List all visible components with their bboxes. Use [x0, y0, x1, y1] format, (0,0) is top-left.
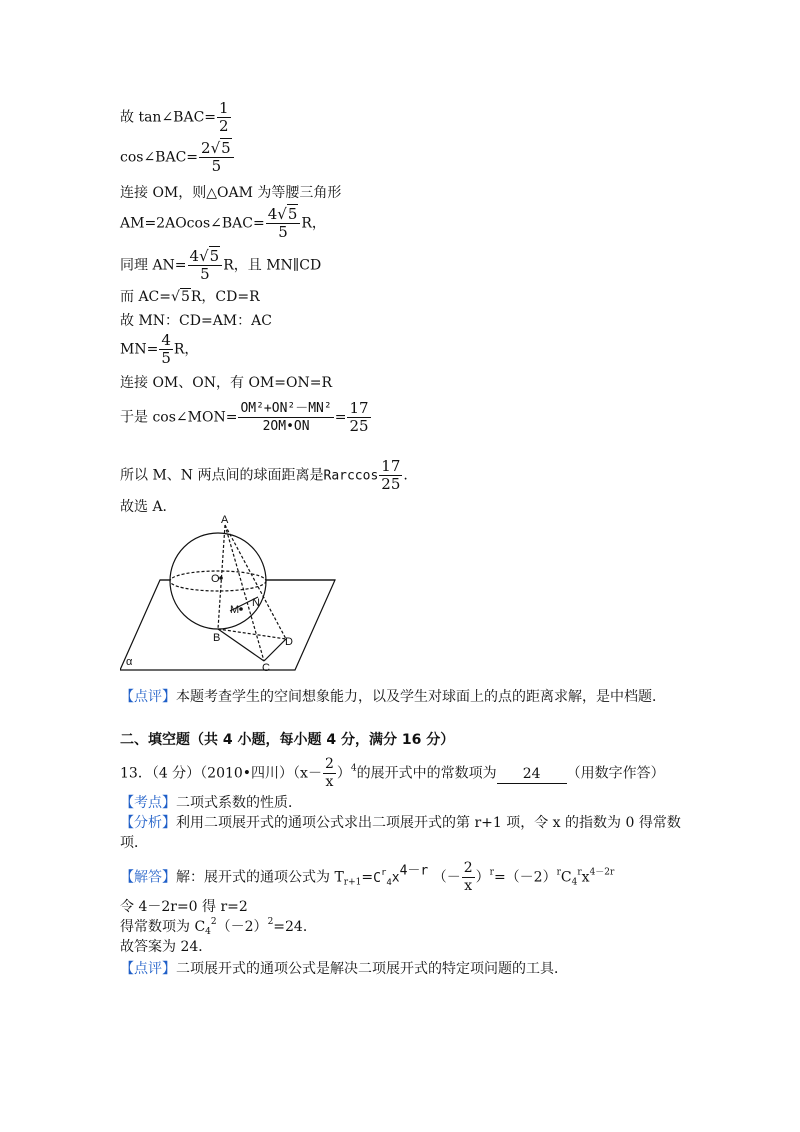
c: C — [373, 870, 381, 886]
frac-num: OM²+ON²－MN² — [240, 401, 332, 416]
text: 解：展开式的通项公式为 T — [176, 869, 344, 886]
segment-cd — [264, 639, 286, 661]
fraction — [217, 100, 231, 135]
line-connect-om: 连接 OM，则△OAM 为等腰三角形 — [120, 185, 342, 201]
frac-den: 5 — [200, 265, 210, 283]
comment-tag: 【点评】 — [120, 961, 176, 977]
text: =（－2） — [493, 869, 557, 886]
comment-1 — [120, 688, 666, 706]
line-choose-a: 故选 A． — [120, 499, 177, 515]
sup: r — [577, 867, 582, 878]
jieda — [120, 860, 614, 895]
text: （－ — [432, 869, 461, 886]
comment-2 — [120, 960, 568, 978]
line-am — [120, 206, 326, 241]
sup: 2 — [210, 917, 217, 927]
fraction — [462, 860, 475, 895]
frac-den: 2 — [219, 117, 229, 135]
label-m: M — [230, 604, 240, 616]
frac-num — [266, 206, 301, 224]
fenxi-tag: 【分析】 — [120, 815, 176, 831]
fraction — [347, 400, 370, 435]
fraction — [379, 458, 402, 493]
text: 得常数项为 C — [120, 919, 206, 935]
section-title: 二、填空题（共 4 小题，每小题 4 分，满分 16 分） — [120, 732, 455, 748]
line-om-on: 连接 OM、ON，有 OM=ON=R — [120, 375, 332, 391]
sup: 4－r — [399, 863, 429, 879]
sqrt: √5 — [210, 139, 231, 157]
text: =24． — [273, 919, 317, 935]
comment-text: 本题考查学生的空间想象能力，以及学生对球面上的点的距离求解，是中档题． — [176, 689, 666, 705]
x: x — [391, 870, 400, 886]
text: cos∠BAC= — [120, 149, 199, 166]
fraction — [323, 756, 336, 791]
frac-num — [199, 140, 234, 158]
coef: 4 — [267, 205, 278, 223]
kaodian-tag: 【考点】 — [120, 795, 176, 811]
jieda-tag: 【解答】 — [120, 869, 176, 886]
label-a: A — [221, 515, 229, 526]
sup: 2 — [267, 917, 274, 927]
line-cos-bac — [120, 140, 235, 175]
frac-num: 2 — [324, 756, 334, 772]
line-ratio: 故 MN：CD=AM：AC — [120, 313, 272, 329]
frac-den: x — [464, 878, 473, 894]
exponent: 4 — [350, 763, 357, 774]
text: 同理 AN= — [120, 257, 187, 274]
line-mn — [120, 332, 198, 367]
text: ） — [336, 765, 351, 782]
fenxi-cont: 项． — [120, 835, 148, 851]
sqrt: √5 — [171, 289, 190, 305]
text: . — [403, 467, 408, 484]
line-ac — [120, 288, 260, 306]
kaodian-text: 二项式系数的性质． — [176, 795, 302, 811]
frac-num: 17 — [349, 399, 369, 417]
text: R， — [173, 341, 199, 358]
text: = — [361, 869, 374, 886]
sqrt: √5 — [199, 247, 220, 265]
sup: r — [489, 867, 494, 878]
fraction — [238, 400, 333, 435]
text: AM=2AOcos∠BAC= — [120, 215, 265, 232]
line-cos-mon — [120, 400, 372, 435]
text: ） — [475, 869, 490, 886]
label-c: C — [262, 662, 270, 674]
line-changshu — [120, 918, 317, 936]
coef: 2 — [201, 139, 211, 157]
fraction — [266, 206, 301, 241]
frac-num: 17 — [381, 457, 401, 475]
text: 故 tan∠BAC= — [120, 109, 217, 126]
text: R， — [301, 215, 326, 232]
fraction — [159, 332, 173, 367]
text: 于是 cos∠MON= — [120, 409, 238, 426]
text: MN= — [120, 341, 159, 358]
sqrt: √5 — [277, 205, 298, 223]
m-dot — [239, 607, 243, 611]
sup: r — [380, 867, 387, 878]
text: = — [334, 409, 347, 426]
text: Rarccos — [323, 468, 379, 484]
frac-den: 5 — [278, 223, 288, 241]
text: 13．（4 分）（2010•四川）（x－ — [120, 765, 322, 782]
label-d: D — [285, 636, 293, 648]
sub: 4 — [571, 877, 578, 888]
text: （用数字作答） — [566, 765, 665, 782]
sup: 4－2r — [589, 867, 615, 878]
fenxi — [120, 814, 681, 832]
line-an — [120, 248, 321, 283]
text: x — [581, 869, 590, 886]
subscript: r+1 — [343, 877, 362, 888]
frac-den: x — [325, 774, 334, 790]
kaodian — [120, 794, 302, 812]
text: （－2） — [216, 919, 268, 935]
frac-den: 5 — [161, 349, 171, 367]
fraction — [199, 140, 234, 175]
frac-num: 2 — [463, 860, 473, 876]
frac-den: 25 — [349, 417, 369, 435]
comment-text: 二项展开式的通项公式是解决二项展开式的特定项问题的工具． — [176, 961, 568, 977]
radicand: 5 — [221, 139, 231, 157]
answer-blank: 24 — [497, 765, 567, 784]
label-b: B — [213, 632, 221, 644]
line-ling: 令 4－2r=0 得 r=2 — [120, 899, 248, 915]
text: 的展开式中的常数项为 — [356, 765, 497, 782]
fraction — [188, 248, 223, 283]
sub: 4 — [386, 877, 392, 888]
sub: 4 — [205, 927, 211, 937]
line-sphere-distance — [120, 458, 408, 493]
comment-tag: 【点评】 — [120, 689, 176, 705]
text: C — [560, 869, 572, 886]
line-answer: 故答案为 24． — [120, 939, 213, 955]
question-13 — [120, 756, 665, 791]
text: R，CD=R — [190, 289, 260, 305]
frac-num: 4 — [161, 331, 171, 349]
frac-num — [188, 248, 223, 266]
text: 所以 M、N 两点间的球面距离是 — [120, 467, 324, 484]
text: R，且 MN∥CD — [223, 257, 322, 274]
radicand: 5 — [180, 289, 190, 305]
sphere-plane-figure — [120, 515, 350, 675]
coef: 4 — [189, 247, 200, 265]
label-o: O — [211, 573, 220, 585]
segment-bc — [218, 629, 264, 661]
line-tan-bac — [120, 100, 232, 135]
radicand: 5 — [209, 247, 220, 265]
frac-den: 2OM•ON — [262, 419, 310, 434]
label-n: N — [252, 597, 260, 609]
combination — [373, 867, 392, 888]
frac-num: 1 — [219, 99, 229, 117]
fenxi-text: 利用二项展开式的通项公式求出二项展开式的第 r+1 项，令 x 的指数为 0 得常数 — [176, 815, 681, 831]
center-dot — [219, 576, 223, 580]
radicand: 5 — [287, 205, 298, 223]
frac-den: 25 — [381, 475, 401, 493]
segment-bd — [218, 629, 286, 639]
sup: r — [556, 867, 561, 878]
label-alpha: α — [126, 656, 133, 668]
text: 而 AC= — [120, 289, 172, 305]
frac-den: 5 — [211, 157, 222, 175]
